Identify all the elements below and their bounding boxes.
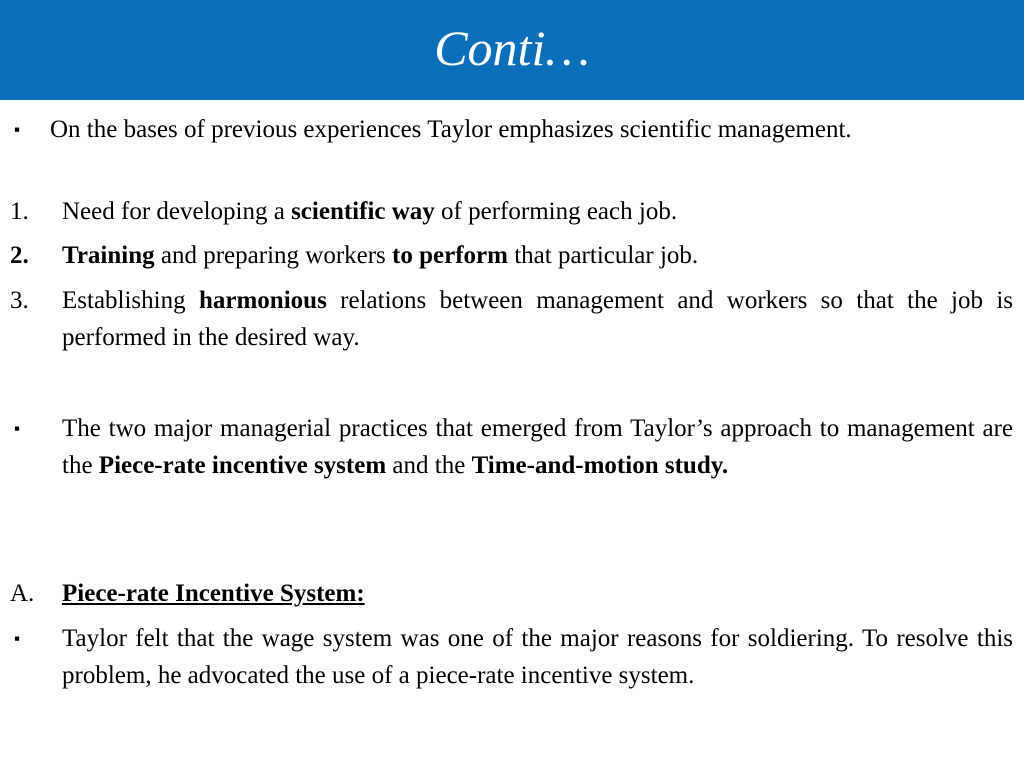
- numbered-item-2: [10, 237, 1013, 274]
- square-bullet-icon: ▪: [14, 120, 21, 139]
- text-run: and the: [386, 452, 472, 479]
- item-text: [62, 193, 1013, 230]
- text-run: of performing each job.: [434, 198, 678, 225]
- paragraph-text: On the bases of previous experiences Taylor emphasizes scientific management.: [50, 116, 852, 143]
- section-letter: A.: [10, 580, 35, 607]
- item-number: 1.: [10, 198, 29, 225]
- item-number: 2.: [10, 242, 29, 269]
- section-a-heading: [10, 575, 1013, 612]
- bold-run: Training: [62, 242, 155, 269]
- section-title: [62, 575, 1013, 612]
- text-run: Establishing: [62, 287, 199, 314]
- slide-title: Conti…: [434, 20, 590, 76]
- item-number: 3.: [10, 287, 29, 314]
- text-run: relations between management and workers so that the job is performed in the desired way.: [62, 287, 1014, 351]
- square-bullet-icon: ▪: [14, 419, 21, 438]
- text-run: The two major managerial practices that emerged from Taylor’s approach to management are the: [62, 415, 1013, 479]
- bold-run: scientific way: [291, 198, 435, 225]
- numbered-item-3: [10, 282, 1013, 356]
- square-bullet-icon: ▪: [14, 629, 21, 648]
- paragraph-text: Taylor felt that the wage system was one of the major reasons for soldiering. To resolve this problem, he advocated the use of a piece-rate incentive system.: [62, 625, 1013, 689]
- paragraph-text: [62, 410, 1013, 484]
- bullet-paragraph-3: [10, 620, 1013, 694]
- text-run: and preparing workers: [154, 242, 393, 269]
- bold-run: Piece-rate incentive system: [98, 452, 387, 479]
- bold-run: harmonious: [198, 287, 327, 314]
- bold-run: Time-and-motion study.: [471, 452, 729, 479]
- bullet-paragraph-2: [10, 410, 1013, 484]
- bullet-paragraph-1: [10, 111, 1013, 148]
- bold-run: to perform: [392, 242, 508, 269]
- item-text: [62, 282, 1013, 356]
- item-text: [62, 237, 1013, 274]
- numbered-item-1: [10, 193, 1013, 230]
- underlined-heading: Piece-rate Incentive System:: [62, 580, 365, 607]
- text-run: that particular job.: [507, 242, 699, 269]
- text-run: Need for developing a: [62, 198, 292, 225]
